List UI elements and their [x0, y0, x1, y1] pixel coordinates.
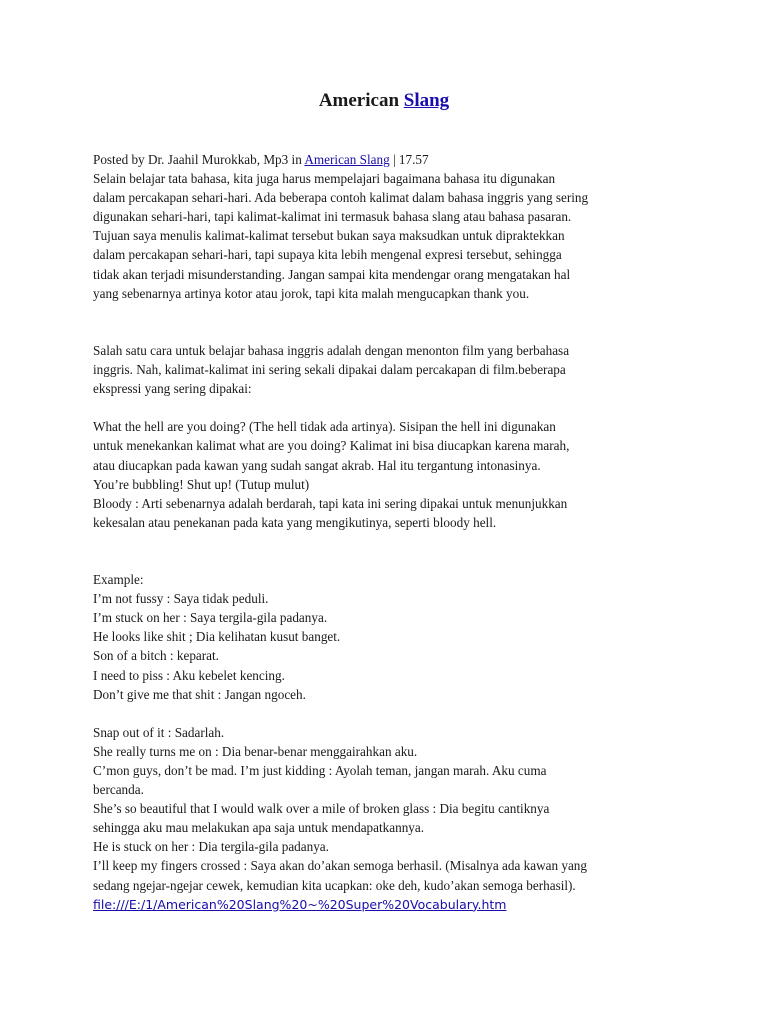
paragraph-line: Salah satu cara untuk belajar bahasa inggris adalah dengan menonton film yang berbahasa	[93, 342, 570, 358]
example-line: She really turns me on : Dia benar-benar menggairahkan aku.	[93, 743, 418, 759]
example-line: sedang ngejar-ngejar cewek, kemudian kita ucapkan: oke deh, kudo’akan semoga berhasil).	[93, 877, 576, 893]
example-line: sehingga aku mau melakukan apa saja untuk mendapatkannya.	[93, 820, 425, 836]
paragraph-line: Tujuan saya menulis kalimat-kalimat tersebut bukan saya maksudkan untuk dipraktekkan	[93, 228, 565, 244]
post-meta	[93, 150, 693, 169]
example-line: Snap out of it : Sadarlah.	[93, 724, 225, 740]
paragraph-line: You’re bubbling! Shut up! (Tutup mulut)	[93, 476, 310, 492]
example-line: He looks like shit ; Dia kelihatan kusut banget.	[93, 629, 341, 645]
paragraph-line: What the hell are you doing? (The hell tidak ada artinya). Sisipan the hell ini digunakan	[93, 419, 556, 435]
example-line: Son of a bitch : keparat.	[93, 648, 219, 664]
example-line: I need to piss : Aku kebelet kencing.	[93, 667, 285, 683]
example-heading: Example:	[93, 572, 144, 588]
article-body	[93, 150, 693, 915]
paragraph-line: dalam percakapan sehari-hari, tapi supaya kita lebih mengenal expresi tersebut, sehingga	[93, 247, 562, 263]
paragraph-line: yang sebenarnya artinya kotor atau jorok, tapi kita malah mengucapkan thank you.	[93, 285, 530, 301]
paragraph-line: kekesalan atau penekanan pada kata yang mengikutinya, seperti bloody hell.	[93, 514, 497, 530]
paragraph-line: untuk menekankan kalimat what are you doing? Kalimat ini bisa diucapkan karena marah,	[93, 438, 570, 454]
example-line: Don’t give me that shit : Jangan ngoceh.	[93, 686, 306, 702]
posted-by-text: Posted by Dr. Jaahil Murokkab, Mp3 in	[93, 152, 302, 167]
category-link[interactable]: American Slang	[304, 152, 390, 167]
paragraph-line: inggris. Nah, kalimat-kalimat ini sering sekali dipakai dalam percakapan di film.beberapa	[93, 362, 566, 378]
example-line: She’s so beautiful that I would walk over a mile of broken glass : Dia begitu cantiknya	[93, 801, 550, 817]
title-slang-link[interactable]: Slang	[403, 90, 450, 111]
example-line: C’mon guys, don’t be mad. I’m just kidding : Ayolah teman, jangan marah. Aku cuma	[93, 763, 547, 778]
example-line: I’m not fussy : Saya tidak peduli.	[93, 591, 269, 607]
paragraph-line: dalam percakapan sehari-hari. Ada beberapa contoh kalimat dalam bahasa inggris yang sering	[93, 190, 589, 206]
paragraph-line: tidak akan terjadi misunderstanding. Jangan sampai kita mendengar orang mengatakan hal	[93, 266, 571, 282]
page-title	[0, 88, 768, 114]
paragraph-line: ekspressi yang sering dipakai:	[93, 381, 252, 397]
paragraph-line: Selain belajar tata bahasa, kita juga harus mempelajari bagaimana bahasa itu digunakan	[93, 171, 556, 187]
example-line: bercanda.	[93, 782, 144, 798]
example-line: I’ll keep my fingers crossed : Saya akan do’akan semoga berhasil. (Misalnya ada kawan yang	[93, 858, 587, 874]
example-line: I’m stuck on her : Saya tergila-gila padanya.	[93, 610, 328, 626]
title-text: American	[318, 90, 400, 111]
example-line: He is stuck on her : Dia tergila-gila padanya.	[93, 839, 329, 855]
source-file-link[interactable]: file:///E:/1/American%20Slang%20~%20Super%20Vocabulary.htm	[93, 896, 507, 912]
paragraph-line: digunakan sehari-hari, tapi kalimat-kalimat ini termasuk bahasa slang atau bahasa pasaran.	[93, 209, 572, 225]
paragraph-line: Bloody : Arti sebenarnya adalah berdarah, tapi kata ini sering dipakai untuk menunjukkan	[93, 495, 568, 511]
paragraph-line: atau diucapkan pada kawan yang sudah sangat akrab. Hal itu tergantung intonasinya.	[93, 457, 541, 473]
post-time: | 17.57	[393, 152, 429, 167]
